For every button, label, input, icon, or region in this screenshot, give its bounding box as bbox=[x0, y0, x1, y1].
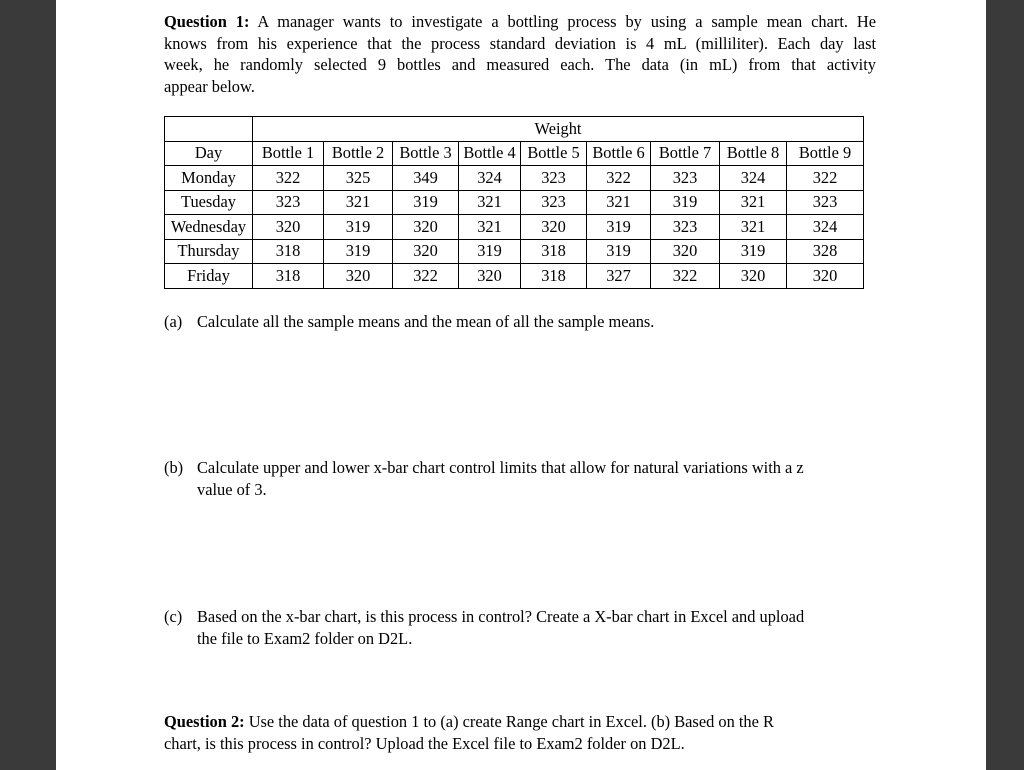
value-cell: 324 bbox=[459, 166, 521, 191]
value-cell: 318 bbox=[253, 239, 324, 264]
part-a-line-1: Calculate all the sample means and the mean of all the sample means. bbox=[197, 312, 655, 331]
value-cell: 321 bbox=[720, 215, 787, 240]
value-cell: 318 bbox=[521, 239, 587, 264]
value-cell: 322 bbox=[587, 166, 651, 191]
table-row bbox=[165, 190, 864, 215]
question-1-line-2: knows from his experience that the process standard deviation is 4 mL (milliliter). Each day last bbox=[164, 33, 876, 53]
question-1-text bbox=[164, 11, 876, 97]
question-2-label: Question 2: bbox=[164, 712, 245, 731]
value-cell: 319 bbox=[459, 239, 521, 264]
table-corner-cell bbox=[165, 117, 253, 142]
value-cell: 319 bbox=[587, 239, 651, 264]
bottle-header: Bottle 3 bbox=[393, 141, 459, 166]
part-a-text bbox=[197, 311, 887, 333]
bottle-header: Bottle 1 bbox=[253, 141, 324, 166]
table-row bbox=[165, 215, 864, 240]
day-header: Day bbox=[165, 141, 253, 166]
value-cell: 322 bbox=[253, 166, 324, 191]
value-cell: 321 bbox=[459, 215, 521, 240]
weight-header: Weight bbox=[253, 117, 864, 142]
value-cell: 320 bbox=[720, 264, 787, 289]
part-b-line-2: value of 3. bbox=[197, 479, 267, 499]
value-cell: 324 bbox=[720, 166, 787, 191]
value-cell: 319 bbox=[651, 190, 720, 215]
value-cell: 320 bbox=[651, 239, 720, 264]
bottle-header: Bottle 5 bbox=[521, 141, 587, 166]
day-cell: Wednesday bbox=[165, 215, 253, 240]
table-row bbox=[165, 239, 864, 264]
part-c-line-1: Based on the x-bar chart, is this process in control? Create a X-bar chart in Excel and upload bbox=[197, 607, 805, 626]
value-cell: 323 bbox=[253, 190, 324, 215]
day-cell: Monday bbox=[165, 166, 253, 191]
bottle-header: Bottle 6 bbox=[587, 141, 651, 166]
value-cell: 328 bbox=[787, 239, 864, 264]
value-cell: 319 bbox=[720, 239, 787, 264]
bottle-header: Bottle 8 bbox=[720, 141, 787, 166]
value-cell: 320 bbox=[459, 264, 521, 289]
document-page bbox=[56, 0, 986, 770]
bottle-header: Bottle 7 bbox=[651, 141, 720, 166]
value-cell: 319 bbox=[324, 239, 393, 264]
value-cell: 318 bbox=[253, 264, 324, 289]
value-cell: 323 bbox=[651, 166, 720, 191]
part-b-text bbox=[197, 457, 887, 500]
bottle-header: Bottle 2 bbox=[324, 141, 393, 166]
part-c-text bbox=[197, 606, 887, 649]
question-1-label: Question 1: bbox=[164, 12, 250, 31]
value-cell: 319 bbox=[587, 215, 651, 240]
value-cell: 319 bbox=[324, 215, 393, 240]
part-a-label: (a) bbox=[164, 312, 183, 331]
value-cell: 320 bbox=[253, 215, 324, 240]
question-2-line-2: chart, is this process in control? Upload the Excel file to Exam2 folder on D2L. bbox=[164, 733, 685, 753]
question-1-line-4: appear below. bbox=[164, 76, 255, 96]
value-cell: 327 bbox=[587, 264, 651, 289]
question-1-line-1-text: A manager wants to investigate a bottling process by using a sample mean chart. He bbox=[257, 12, 876, 31]
bottle-header: Bottle 9 bbox=[787, 141, 864, 166]
part-c-line-2: the file to Exam2 folder on D2L. bbox=[197, 628, 413, 648]
value-cell: 321 bbox=[324, 190, 393, 215]
value-cell: 321 bbox=[587, 190, 651, 215]
value-cell: 320 bbox=[787, 264, 864, 289]
bottle-header: Bottle 4 bbox=[459, 141, 521, 166]
value-cell: 322 bbox=[393, 264, 459, 289]
part-b-label: (b) bbox=[164, 458, 184, 477]
part-b-line-1: Calculate upper and lower x-bar chart control limits that allow for natural variations with a z bbox=[197, 458, 804, 477]
question-1-line-1 bbox=[164, 11, 876, 33]
value-cell: 321 bbox=[720, 190, 787, 215]
question-2-text bbox=[164, 711, 876, 754]
value-cell: 320 bbox=[393, 215, 459, 240]
value-cell: 325 bbox=[324, 166, 393, 191]
day-cell: Tuesday bbox=[165, 190, 253, 215]
part-c-label: (c) bbox=[164, 607, 183, 626]
question-2-line-1 bbox=[164, 711, 876, 733]
value-cell: 323 bbox=[521, 190, 587, 215]
day-cell: Thursday bbox=[165, 239, 253, 264]
value-cell: 318 bbox=[521, 264, 587, 289]
value-cell: 349 bbox=[393, 166, 459, 191]
table-header-row bbox=[165, 141, 864, 166]
value-cell: 320 bbox=[324, 264, 393, 289]
question-1-line-3: week, he randomly selected 9 bottles and measured each. The data (in mL) from that activity bbox=[164, 55, 876, 74]
value-cell: 322 bbox=[651, 264, 720, 289]
value-cell: 320 bbox=[521, 215, 587, 240]
table-row bbox=[165, 166, 864, 191]
value-cell: 321 bbox=[459, 190, 521, 215]
value-cell: 319 bbox=[393, 190, 459, 215]
value-cell: 320 bbox=[393, 239, 459, 264]
day-cell: Friday bbox=[165, 264, 253, 289]
table-row bbox=[165, 264, 864, 289]
bottle-weight-table bbox=[164, 116, 864, 289]
question-2-line-1-text: Use the data of question 1 to (a) create Range chart in Excel. (b) Based on the R bbox=[248, 712, 774, 731]
value-cell: 322 bbox=[787, 166, 864, 191]
value-cell: 323 bbox=[651, 215, 720, 240]
table-group-header-row bbox=[165, 117, 864, 142]
value-cell: 323 bbox=[521, 166, 587, 191]
value-cell: 324 bbox=[787, 215, 864, 240]
value-cell: 323 bbox=[787, 190, 864, 215]
